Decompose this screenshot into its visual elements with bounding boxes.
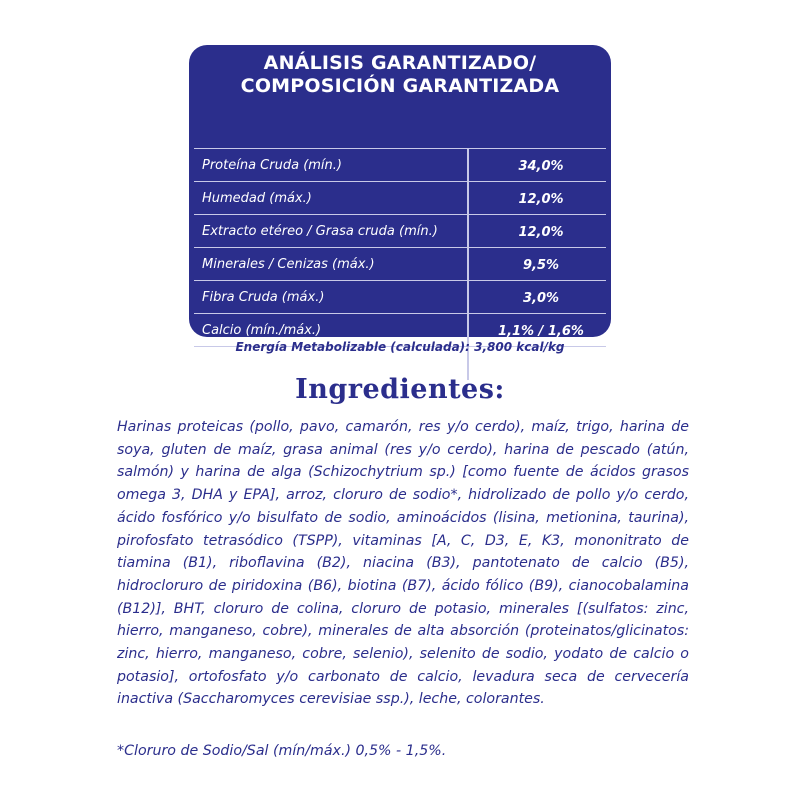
- nutrient-value: 1,1% / 1,6%: [498, 324, 584, 339]
- ingredients-title: Ingredientes:: [295, 374, 505, 405]
- analysis-row: [194, 181, 606, 215]
- analysis-title-line1: ANÁLISIS GARANTIZADO/: [263, 52, 537, 74]
- sodium-note: *Cloruro de Sodio/Sal (mín/máx.) 0,5% - 1,5%.: [117, 743, 447, 759]
- ingredients-text: Harinas proteicas (pollo, pavo, camarón, res y/o cerdo), maíz, trigo, harina de soya, gluten de maíz, grasa animal (res y/o cerdo), harina de pescado (atún, salmón) y harina de alga (Schizochytrium sp.) [como fuente de ácidos grasos omega 3, DHA y EPA], arroz, cloruro de sodio*, hidrolizado de pollo y/o cerdo, ácido fosfórico y/o bisulfato de sodio, aminoácidos (lisina, metionina, taurina), pirofosfato tetrasódico (TSPP), vitaminas [A, C, D3, E, K3, mononitrato de tiamina (B1), riboflavina (B2), niacina (B3), pantotenato de calcio (B5), hidrocloruro de piridoxina (B6), biotina (B7), ácido fólico (B9), cianocobalamina (B12)], BHT, cloruro de colina, cloruro de potasio, minerales [(sulfatos: zinc, hierro, manganeso, cobre), minerales de alta absorción (proteinatos/glicinatos: zinc, hierro, manganeso, cobre, selenio), selenito de sodio, yodato de calcio o potasio], ortofosfato y/o carbonato de calcio, levadura seca de cervecería inactiva (Saccharomyces cerevisiae ssp.), leche, colorantes.: [117, 419, 689, 708]
- analysis-title: [189, 52, 611, 98]
- nutrient-value: 12,0%: [518, 225, 564, 240]
- nutrient-name: Fibra Cruda (máx.): [202, 290, 325, 305]
- analysis-row: [194, 148, 606, 182]
- analysis-row: [194, 247, 606, 281]
- nutrient-value: 34,0%: [518, 159, 564, 174]
- metabolizable-energy: Energía Metabolizable (calculada): 3,800 kcal/kg: [235, 340, 565, 354]
- nutrient-value: 3,0%: [522, 291, 560, 306]
- nutrient-value: 12,0%: [518, 192, 564, 207]
- nutrient-name: Extracto etéreo / Grasa cruda (mín.): [202, 224, 438, 239]
- nutrient-name: Proteína Cruda (mín.): [202, 158, 342, 173]
- nutrient-name: Calcio (mín./máx.): [202, 323, 322, 338]
- nutrient-value: 1,0% / 1,5%: [498, 357, 584, 372]
- nutrient-value: 9,5%: [522, 258, 560, 273]
- analysis-row: [194, 280, 606, 314]
- nutrient-name: Minerales / Cenizas (máx.): [202, 257, 375, 272]
- nutrient-name: Humedad (máx.): [202, 191, 312, 206]
- analysis-row: [194, 214, 606, 248]
- analysis-title-line2: COMPOSICIÓN GARANTIZADA: [240, 75, 560, 97]
- nutrient-name: Fósforo (mín./máx.): [202, 356, 330, 371]
